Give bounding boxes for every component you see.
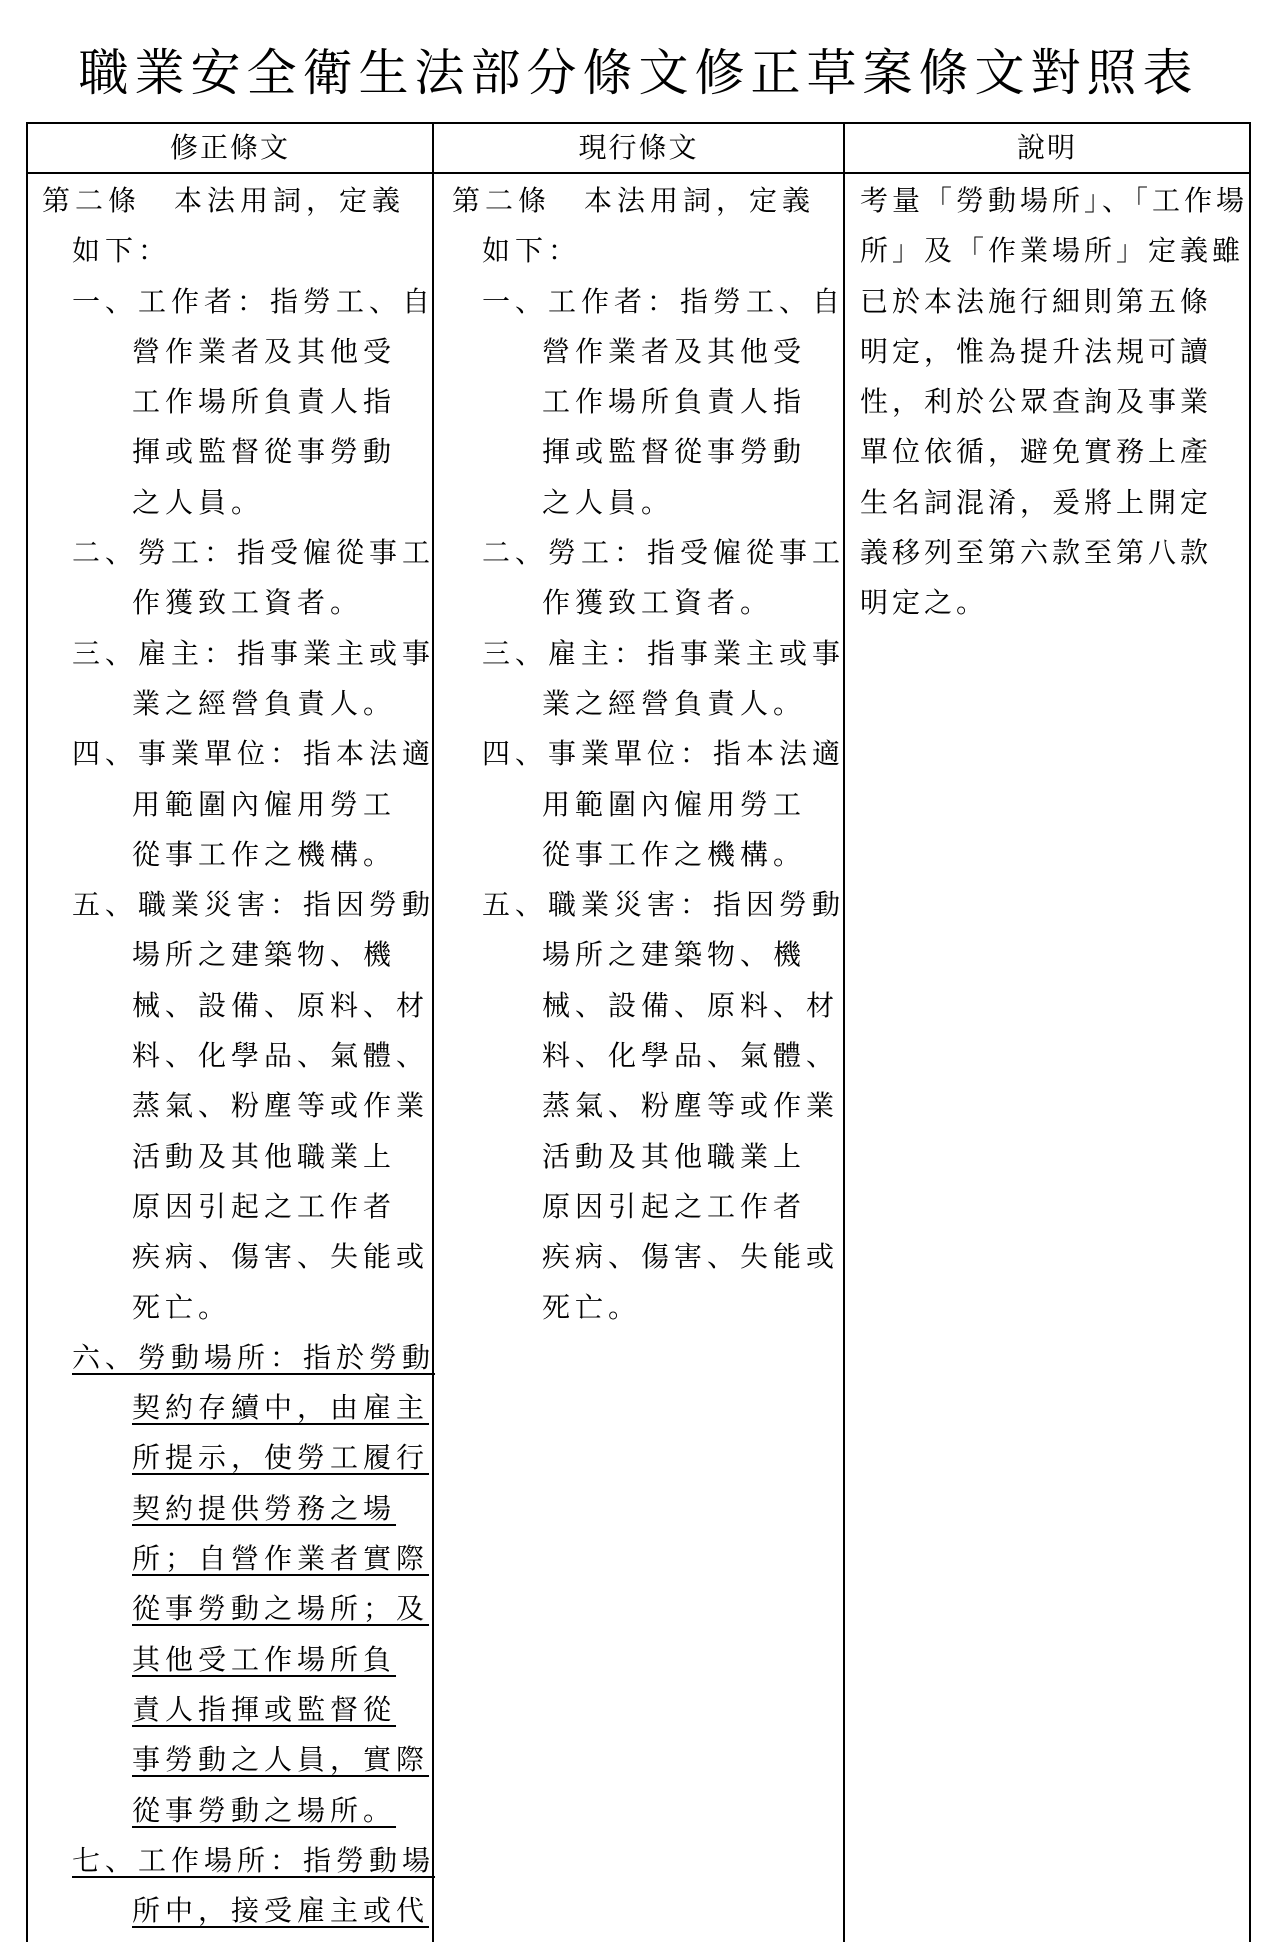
- amended-article-line: 營作業者及其他受: [132, 334, 397, 368]
- header-divider: [26, 172, 1251, 174]
- explanation-line: 生名詞混淆，爰將上開定: [860, 485, 1213, 519]
- amended-article-line: 第二條 本法用詞，定義: [42, 184, 406, 217]
- amended-article-line: 六、勞動場所：指於勞動: [72, 1340, 436, 1374]
- column-divider-2: [843, 122, 845, 1942]
- current-article-line: 三、雇主：指事業主或事: [482, 636, 846, 670]
- current-article-line: 業之經營負責人。: [542, 686, 807, 720]
- current-article-line: 五、職業災害：指因勞動: [482, 888, 846, 922]
- amended-article-line: 場所之建築物、機: [132, 938, 397, 972]
- amended-article-line: 七、工作場所：指勞動場: [72, 1843, 436, 1877]
- amended-article-line: 活動及其他職業上: [132, 1139, 397, 1173]
- amended-article-line: 從事勞動之場所；及: [132, 1592, 430, 1626]
- amended-article-line: 其他受工作場所負: [132, 1642, 397, 1676]
- document-title: 職業安全衛生法部分條文修正草案條文對照表: [78, 44, 1199, 102]
- amended-article-line: 業之經營負責人。: [132, 686, 397, 720]
- amended-article-line: 工作場所負責人指: [132, 385, 397, 419]
- explanation-line: 單位依循，避免實務上產: [860, 435, 1213, 469]
- current-article-line: 用範圍內僱用勞工: [542, 787, 807, 821]
- amended-article-line: 責人指揮或監督從: [132, 1692, 397, 1726]
- amended-article-line: 所提示，使勞工履行: [132, 1441, 430, 1475]
- current-article-line: 一、工作者：指勞工、自: [482, 284, 846, 318]
- amended-article-line: 事勞動之人員，實際: [132, 1743, 430, 1777]
- amended-article-line: 三、雇主：指事業主或事: [72, 636, 436, 670]
- amended-article-line: 契約存續中，由雇主: [132, 1391, 430, 1425]
- header-amended: 修正條文: [169, 131, 290, 164]
- current-article-column: [452, 176, 846, 1333]
- current-article-line: 如下：: [482, 234, 582, 268]
- amended-article-line: 一、工作者：指勞工、自: [72, 284, 436, 318]
- amended-article-line: 作獲致工資者。: [132, 586, 364, 620]
- explanation-line: 義移列至第六款至第八款: [860, 536, 1213, 570]
- current-article-line: 從事工作之機構。: [542, 837, 807, 871]
- amended-article-line: 契約提供勞務之場: [132, 1491, 397, 1525]
- current-article-line: 料、化學品、氣體、: [542, 1039, 840, 1073]
- current-article-line: 揮或監督從事勞動: [542, 435, 807, 469]
- header-explanation: 說明: [1016, 131, 1077, 164]
- amended-article-line: 用範圍內僱用勞工: [132, 787, 397, 821]
- amended-article-line: 從事勞動之場所。: [132, 1793, 397, 1827]
- explanation-line: 性，利於公眾查詢及事業: [860, 385, 1213, 419]
- amended-article-line: 所中，接受雇主或代: [132, 1894, 430, 1928]
- current-article-line: 第二條 本法用詞，定義: [452, 184, 816, 217]
- amended-article-line: 死亡。: [132, 1290, 232, 1324]
- explanation-line: 已於本法施行細則第五條: [860, 284, 1213, 318]
- current-article-line: 死亡。: [542, 1290, 642, 1324]
- amended-article-line: 械、設備、原料、材: [132, 988, 430, 1022]
- amended-article-line: 原因引起之工作者: [132, 1189, 397, 1223]
- amended-article-line: 五、職業災害：指因勞動: [72, 888, 436, 922]
- current-article-line: 蒸氣、粉塵等或作業: [542, 1089, 840, 1123]
- current-article-line: 械、設備、原料、材: [542, 988, 840, 1022]
- amended-article-line: 揮或監督從事勞動: [132, 435, 397, 469]
- amended-article-line: 之人員。: [132, 485, 265, 519]
- current-article-line: 之人員。: [542, 485, 675, 519]
- current-article-line: 活動及其他職業上: [542, 1139, 807, 1173]
- amended-article-line: 二、勞工：指受僱從事工: [72, 536, 436, 570]
- column-divider-1: [432, 122, 434, 1942]
- amended-article-line: 所；自營作業者實際: [132, 1542, 430, 1576]
- amended-article-line: 疾病、傷害、失能或: [132, 1240, 430, 1274]
- explanation-line: 所」及「作業場所」定義雖: [860, 234, 1245, 268]
- amended-article-column: [42, 176, 436, 1936]
- header-current: 現行條文: [578, 131, 699, 164]
- current-article-line: 二、勞工：指受僱從事工: [482, 536, 846, 570]
- explanation-line: 明定之。: [860, 586, 989, 620]
- current-article-line: 場所之建築物、機: [542, 938, 807, 972]
- amended-article-line: 四、事業單位：指本法適: [72, 737, 436, 771]
- amended-article-line: 從事工作之機構。: [132, 837, 397, 871]
- current-article-line: 四、事業單位：指本法適: [482, 737, 846, 771]
- amended-article-line: 料、化學品、氣體、: [132, 1039, 430, 1073]
- current-article-line: 原因引起之工作者: [542, 1189, 807, 1223]
- current-article-line: 工作場所負責人指: [542, 385, 807, 419]
- current-article-line: 營作業者及其他受: [542, 334, 807, 368]
- amended-article-line: 如下：: [72, 234, 172, 268]
- current-article-line: 疾病、傷害、失能或: [542, 1240, 840, 1274]
- explanation-line: 明定，惟為提升法規可讀: [860, 334, 1213, 368]
- current-article-line: 作獲致工資者。: [542, 586, 774, 620]
- explanation-column: [860, 176, 1249, 629]
- explanation-line: 考量「勞動場所」、「工作場: [860, 184, 1249, 217]
- amended-article-line: 蒸氣、粉塵等或作業: [132, 1089, 430, 1123]
